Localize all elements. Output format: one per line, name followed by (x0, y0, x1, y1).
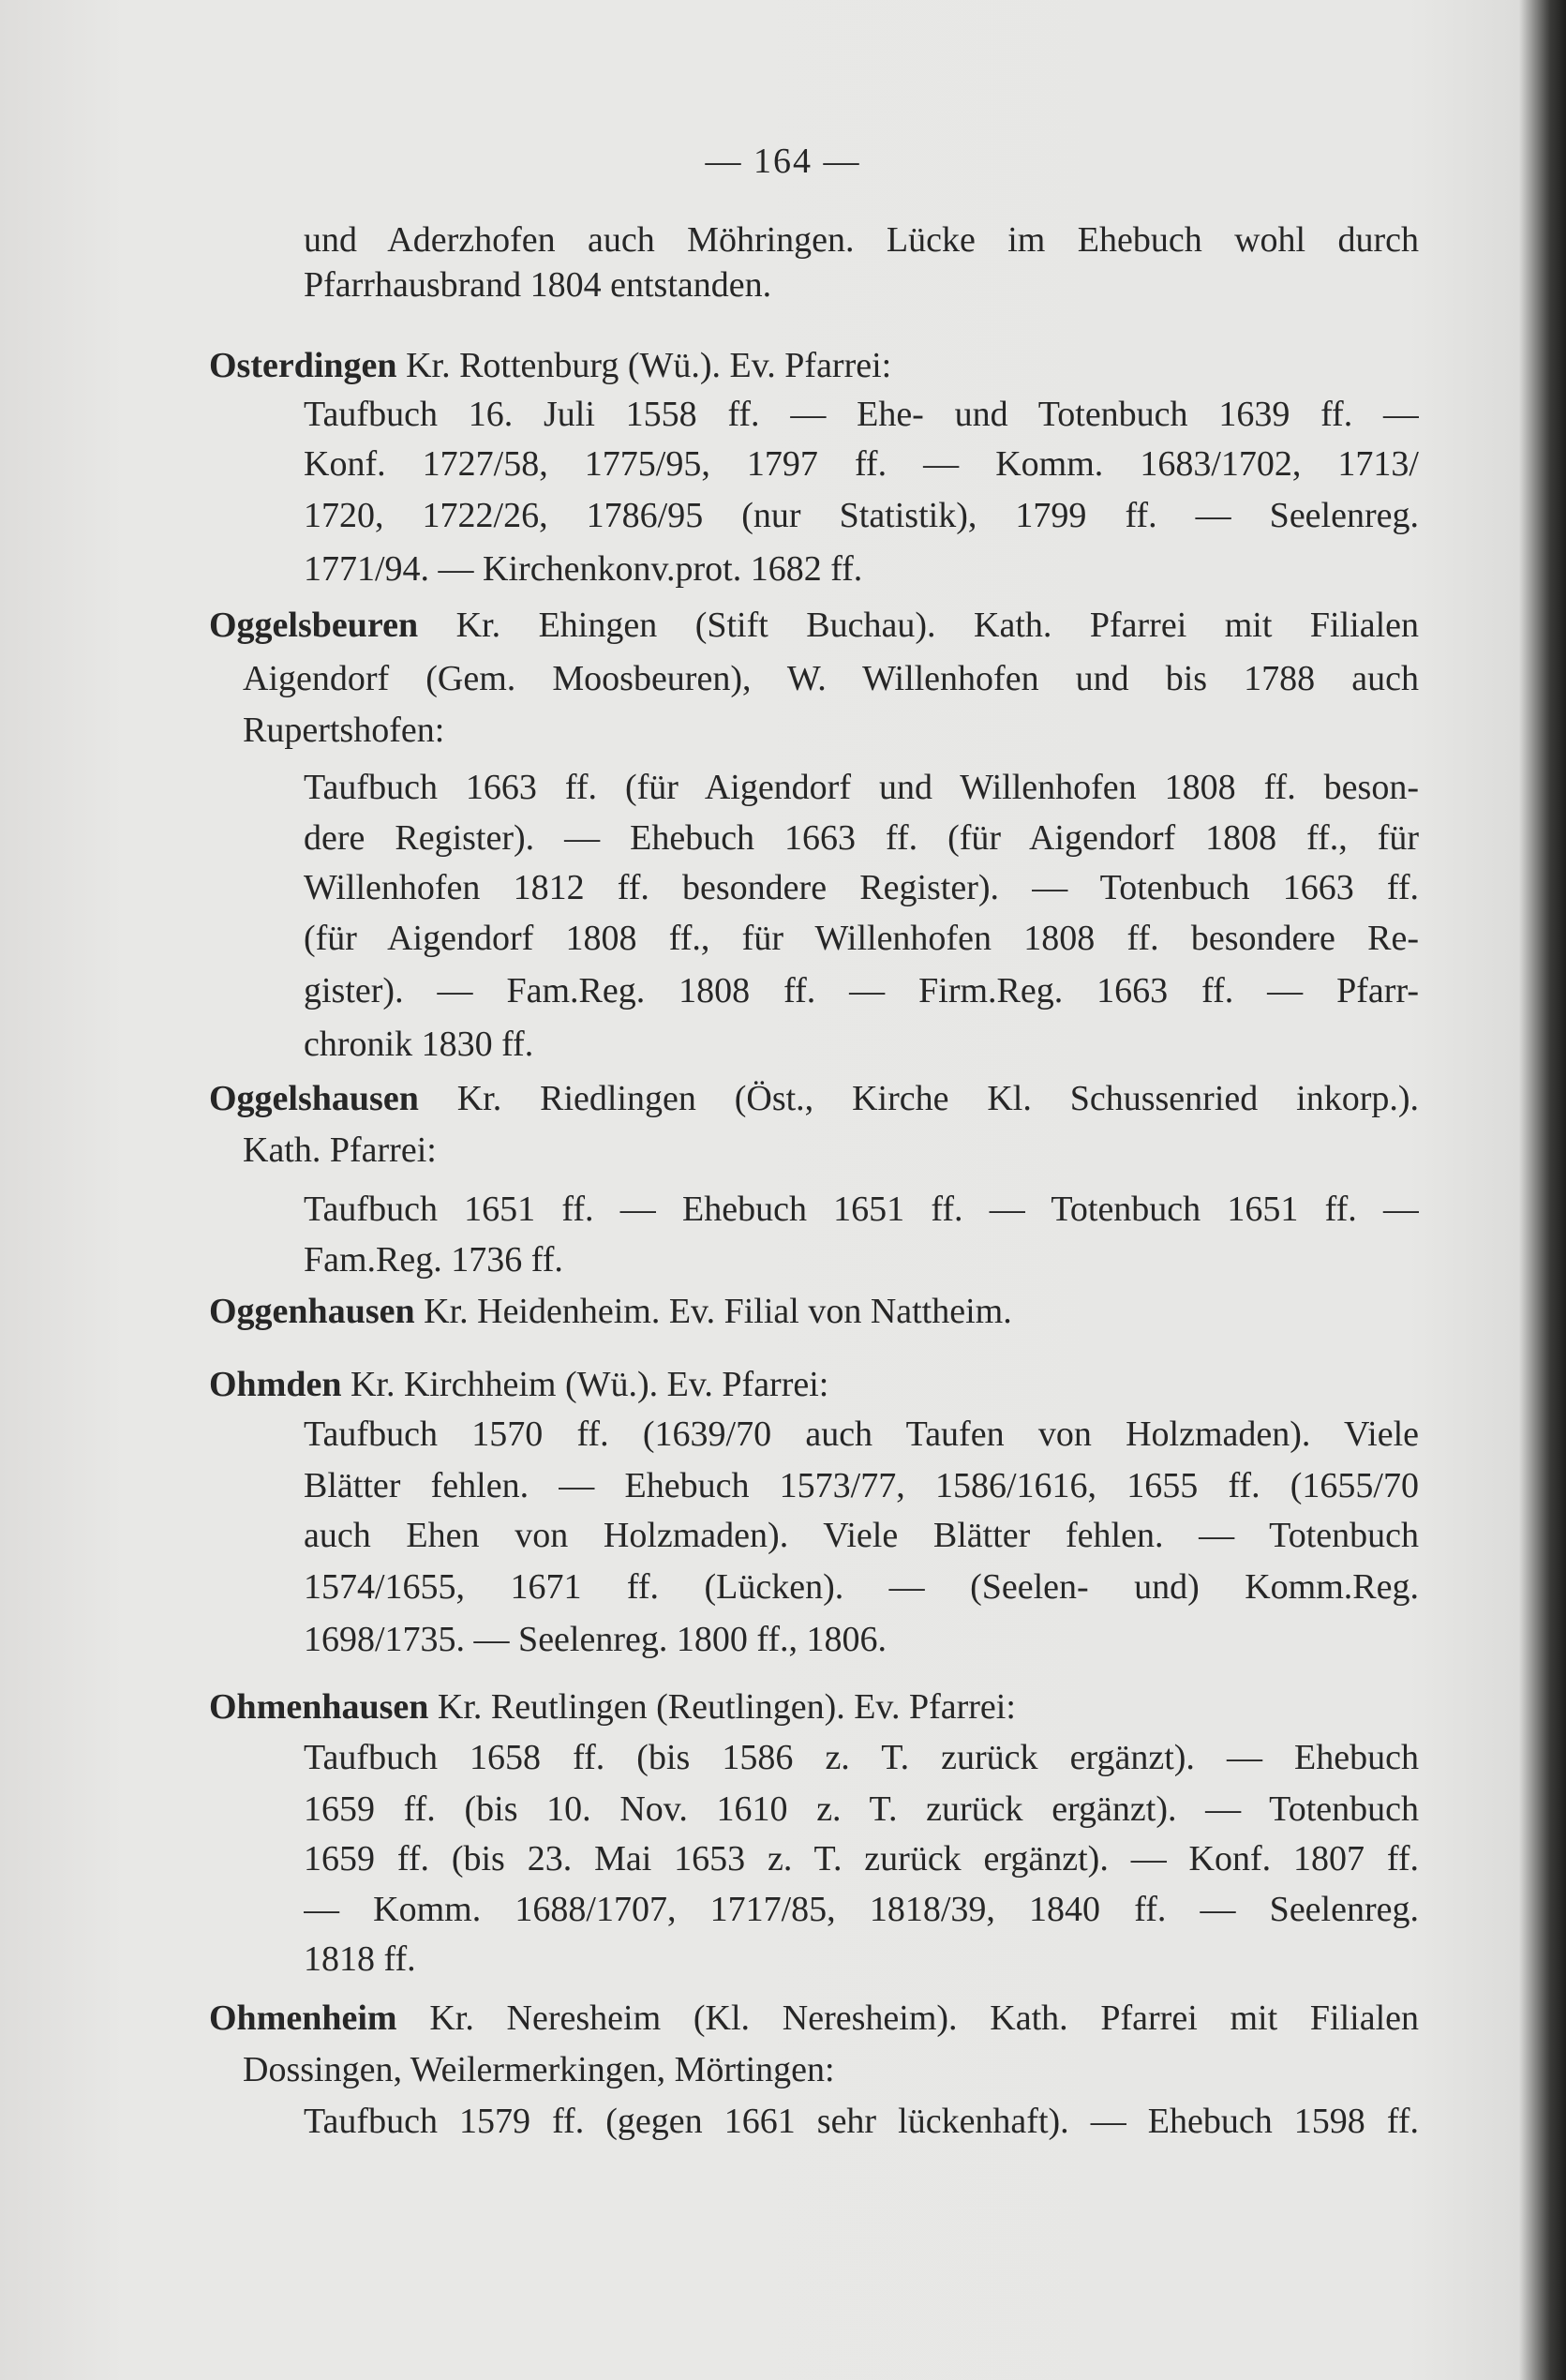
entry-description: Kr. Heidenheim. Ev. Filial von Nattheim. (424, 1291, 1012, 1331)
entry-heading-line (209, 1992, 1419, 2044)
text-line: und Aderzhofen auch Möhringen. Lücke im Ehebuch wohl durch (304, 219, 1419, 260)
text-line: Rupertshofen: (243, 710, 445, 750)
text-line: Fam.Reg. 1736 ff. (304, 1239, 563, 1280)
text-line: 1720, 1722/26, 1786/95 (nur Statistik), 1799 ff. — Seelenreg. (304, 496, 1419, 536)
place-name: Oggelshausen (209, 1079, 419, 1119)
place-name: Oggenhausen (209, 1291, 415, 1331)
text-line: Taufbuch 1579 ff. (gegen 1661 sehr lückenhaft). — Ehebuch 1598 ff. (304, 2102, 1419, 2142)
text-line: 1659 ff. (bis 10. Nov. 1610 z. T. zurück ergänzt). — Totenbuch (304, 1789, 1419, 1829)
text-line: Taufbuch 1570 ff. (1639/70 auch Taufen von Holzmaden). Viele (304, 1414, 1419, 1454)
text-line: Kath. Pfarrei: (243, 1130, 437, 1171)
entry-heading-line (209, 1681, 1016, 1733)
text-line: Taufbuch 16. Juli 1558 ff. — Ehe- und Totenbuch 1639 ff. — (304, 394, 1419, 434)
text-line: Pfarrhausbrand 1804 entstanden. (304, 265, 772, 306)
text-line: 1698/1735. — Seelenreg. 1800 ff., 1806. (304, 1619, 887, 1659)
text-line: Blätter fehlen. — Ehebuch 1573/77, 1586/1616, 1655 ff. (1655/70 (304, 1466, 1419, 1505)
entry-description: Kr. Rottenburg (Wü.). Ev. Pfarrei: (406, 346, 892, 386)
text-line: Dossingen, Weilermerkingen, Mörtingen: (243, 2050, 835, 2090)
text-line: 1771/94. — Kirchenkonv.prot. 1682 ff. (304, 549, 863, 590)
text-line: auch Ehen von Holzmaden). Viele Blätter fehlen. — Totenbuch (304, 1516, 1419, 1556)
text-line: 1659 ff. (bis 23. Mai 1653 z. T. zurück ergänzt). — Konf. 1807 ff. (304, 1839, 1419, 1879)
text-line: gister). — Fam.Reg. 1808 ff. — Firm.Reg. 1663 ff. — Pfarr- (304, 971, 1419, 1011)
page-number: — 164 — (705, 142, 861, 181)
entry-heading-line (209, 1072, 1419, 1125)
text-line: Taufbuch 1663 ff. (für Aigendorf und Willenhofen 1808 ff. beson- (304, 768, 1419, 808)
place-name: Oggelsbeuren (209, 606, 419, 646)
text-line: Konf. 1727/58, 1775/95, 1797 ff. — Komm. 1683/1702, 1713/ (304, 444, 1419, 485)
entry-description: Kr. Neresheim (Kl. Neresheim). Kath. Pfarrei mit Filialen (429, 1998, 1419, 2039)
entry-heading-line (209, 1285, 1012, 1338)
text-line: Aigendorf (Gem. Moosbeuren), W. Willenhofen und bis 1788 auch (243, 658, 1419, 698)
entry-heading-line (209, 599, 1419, 651)
entry-description: Kr. Kirchheim (Wü.). Ev. Pfarrei: (350, 1364, 829, 1404)
place-name: Ohmenhausen (209, 1687, 429, 1728)
text-line: Willenhofen 1812 ff. besondere Register). — Totenbuch 1663 ff. (304, 868, 1419, 908)
text-line: chronik 1830 ff. (304, 1024, 534, 1064)
entry-description: Kr. Riedlingen (Öst., Kirche Kl. Schussenried inkorp.). (456, 1079, 1419, 1119)
place-name: Ohmden (209, 1364, 342, 1404)
place-name: Osterdingen (209, 346, 397, 386)
text-line: — Komm. 1688/1707, 1717/85, 1818/39, 1840 ff. — Seelenreg. (304, 1889, 1419, 1929)
place-name: Ohmenheim (209, 1998, 397, 2039)
text-line: (für Aigendorf 1808 ff., für Willenhofen 1808 ff. besondere Re- (304, 918, 1419, 958)
text-line: dere Register). — Ehebuch 1663 ff. (für Aigendorf 1808 ff., für (304, 817, 1419, 858)
text-line: Taufbuch 1658 ff. (bis 1586 z. T. zurück ergänzt). — Ehebuch (304, 1737, 1419, 1777)
text-line: 1574/1655, 1671 ff. (Lücken). — (Seelen- und) Komm.Reg. (304, 1567, 1419, 1608)
text-line: Taufbuch 1651 ff. — Ehebuch 1651 ff. — Totenbuch 1651 ff. — (304, 1190, 1419, 1230)
entry-heading-line (209, 339, 891, 392)
entry-heading-line (209, 1358, 828, 1411)
text-line: 1818 ff. (304, 1939, 416, 1980)
entry-description: Kr. Reutlingen (Reutlingen). Ev. Pfarrei: (437, 1687, 1016, 1728)
entry-description: Kr. Ehingen (Stift Buchau). Kath. Pfarrei mit Filialen (455, 606, 1419, 646)
